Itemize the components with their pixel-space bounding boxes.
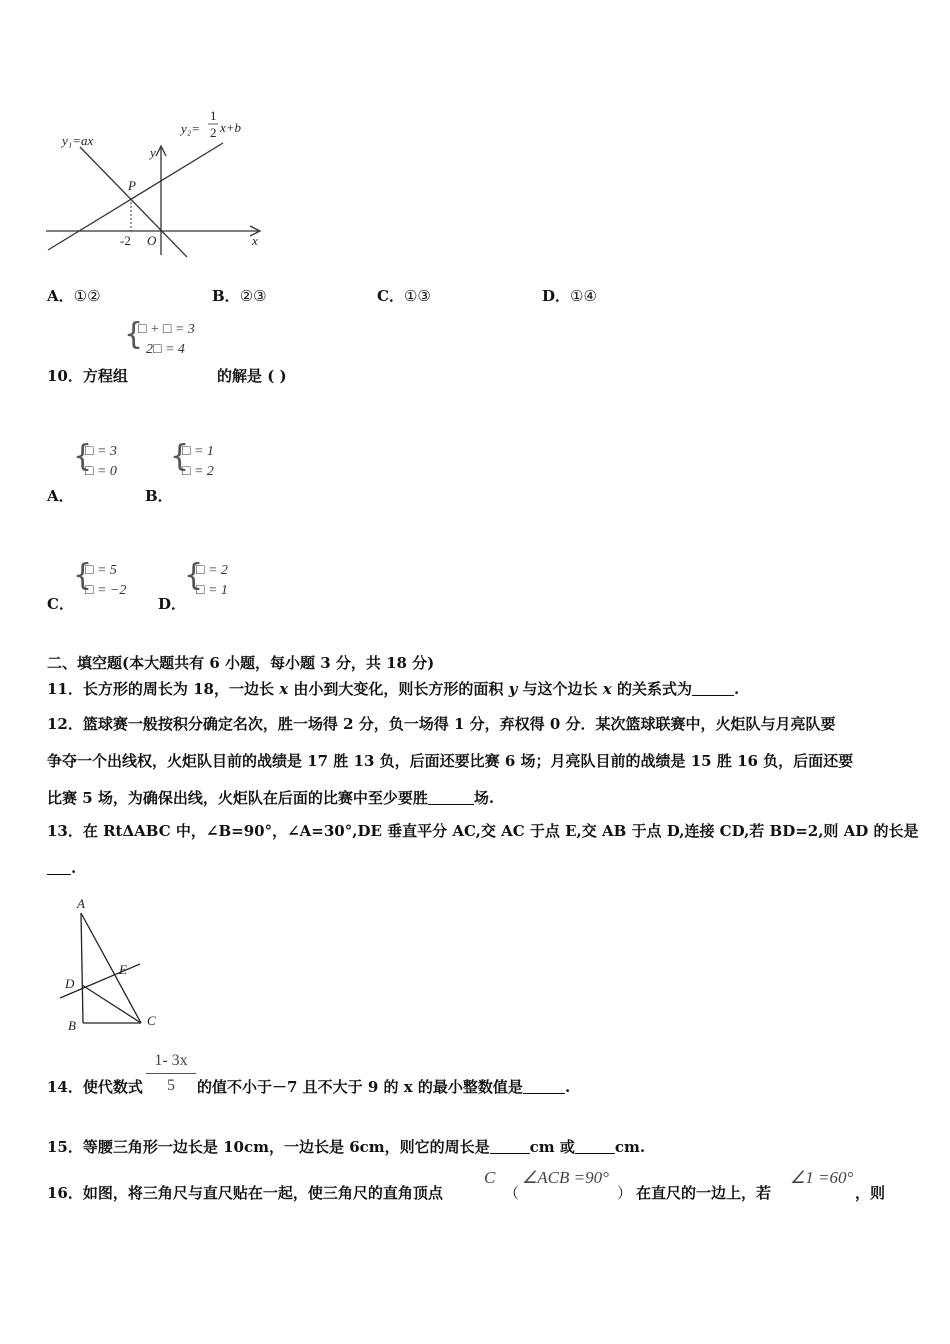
- q11-var-x2: x: [602, 680, 612, 698]
- label-e: E: [119, 962, 127, 977]
- segment-ab: [81, 913, 83, 1023]
- fraction-bar: [146, 1073, 196, 1074]
- brace-icon: {: [184, 558, 204, 593]
- system-line-1: □ = 2: [196, 563, 228, 578]
- system-line-1: □ = 3: [85, 444, 117, 459]
- q13-line-1: 13．在 RtΔABC 中，∠B=90°，∠A=30°,DE 垂直平分 AC,交 AC 于点 E,交 AB 于点 D,连接 CD,若 BD=2,则 AD 的长是: [47, 822, 919, 840]
- label-axis-x: x: [252, 233, 258, 248]
- q16-angle-1: ∠1 =60°: [790, 1168, 854, 1187]
- system-line-2: □ = −2: [85, 583, 127, 598]
- q11-text-c: 与这个边长: [517, 680, 603, 698]
- answer-blank[interactable]: [523, 1079, 565, 1094]
- label-d: D: [65, 976, 75, 991]
- q16-end: ，则: [855, 1184, 886, 1202]
- label-y2-suffix: x+b: [220, 120, 242, 135]
- segment-dc: [82, 985, 141, 1023]
- line-y1: [80, 147, 187, 257]
- option-text: ①④: [570, 287, 597, 305]
- q16-paren-close: ）: [617, 1184, 633, 1202]
- q13-line-2: [47, 858, 76, 878]
- system-line-2: 2□ = 4: [146, 342, 185, 357]
- answer-blank[interactable]: [47, 860, 71, 875]
- q14-end: .: [564, 1078, 571, 1096]
- linear-functions-graph: [40, 105, 280, 265]
- q16-text-a: 16．如图，将三角尺与直尺贴在一起，使三角尺的直角顶点: [47, 1184, 443, 1202]
- label-tick-neg2: -2: [120, 233, 131, 248]
- q10-option-a-letter[interactable]: A．: [47, 487, 74, 505]
- answer-blank[interactable]: [428, 790, 474, 805]
- q12-line-3: [47, 788, 494, 808]
- label-c: C: [147, 1013, 156, 1028]
- label-axis-y: y: [150, 145, 156, 160]
- q10-prefix: 10．方程组: [47, 367, 128, 385]
- label-a: A: [77, 896, 85, 911]
- option-text: ①③: [403, 287, 431, 305]
- label-origin: O: [147, 233, 157, 248]
- fraction-denominator: 5: [167, 1077, 175, 1094]
- label-y2-den: 2: [210, 125, 217, 140]
- q15: [47, 1137, 645, 1157]
- triangle-figure: [55, 895, 175, 1040]
- section-2-heading: 二、填空题(本大题共有 6 小题，每小题 3 分，共 18 分): [47, 654, 435, 672]
- q11-var-y: y: [508, 680, 518, 698]
- option-letter: C．: [377, 287, 404, 305]
- q14-suffix-line: [197, 1077, 570, 1097]
- system-line-2: □ = 1: [196, 583, 228, 598]
- brace-icon: {: [73, 558, 93, 593]
- answer-blank-2[interactable]: [575, 1139, 615, 1154]
- option-letter: B．: [212, 287, 240, 305]
- system-line-1: □ + □ = 3: [138, 322, 195, 337]
- answer-blank-1[interactable]: [490, 1139, 530, 1154]
- q11-text-d: 的关系式为: [611, 680, 692, 698]
- q10-option-b-letter[interactable]: B．: [145, 487, 173, 505]
- q11: [47, 679, 739, 699]
- q15-text-c: cm.: [614, 1138, 646, 1156]
- option-letter: A．: [47, 287, 74, 305]
- q12-line-2: 争夺一个出线权，火炬队目前的战绩是 17 胜 13 负，后面还要比赛 6 场；月亮队目前的战绩是 15 胜 16 负，后面还要: [47, 752, 854, 770]
- brace-icon: {: [73, 439, 93, 474]
- option-letter: D．: [542, 287, 571, 305]
- q11-var-x: x: [279, 680, 289, 698]
- q14-suffix: 的值不小于－7 且不大于 9 的 x 的最小整数值是: [197, 1078, 523, 1096]
- q14-prefix: 14．使代数式: [47, 1078, 143, 1096]
- q10-suffix: 的解是 ( ): [217, 367, 287, 385]
- q14-fraction: [146, 1051, 196, 1096]
- label-point-p: P: [128, 178, 136, 193]
- q15-text-b: cm 或: [529, 1138, 575, 1156]
- q10-option-c-letter[interactable]: C．: [47, 595, 74, 613]
- q11-end: .: [733, 680, 740, 698]
- q16-angle-acb: ∠ACB =90°: [522, 1168, 609, 1187]
- q13-end: .: [71, 859, 77, 877]
- system-line-2: □ = 0: [85, 464, 117, 479]
- line-y2: [48, 143, 223, 250]
- label-y1: y₁=ax: [62, 133, 94, 148]
- q11-text-b: 由小到大变化，则长方形的面积: [288, 680, 509, 698]
- label-y2-num: 1: [210, 108, 217, 123]
- q9-option-b[interactable]: [212, 286, 267, 306]
- q11-text-a: 11．长方形的周长为 18，一边长: [47, 680, 280, 698]
- q16-text-b: 在直尺的一边上，若: [636, 1184, 772, 1202]
- q10-option-d-letter[interactable]: D．: [158, 595, 187, 613]
- brace-icon: {: [124, 317, 144, 352]
- q12-line-3a: 比赛 5 场，为确保出线，火炬队在后面的比赛中至少要胜: [47, 789, 428, 807]
- system-line-2: □ = 2: [182, 464, 214, 479]
- q9-option-d[interactable]: [542, 286, 597, 306]
- option-text: ①②: [73, 287, 101, 305]
- system-line-1: □ = 5: [85, 563, 117, 578]
- q16-paren-open: （: [504, 1184, 520, 1202]
- label-b: B: [68, 1018, 76, 1033]
- fraction-numerator: 1- 3x: [154, 1052, 188, 1069]
- brace-icon: {: [170, 439, 190, 474]
- q9-option-a[interactable]: [47, 286, 101, 306]
- q12-line-1: 12．篮球赛一般按积分确定名次，胜一场得 2 分，负一场得 1 分，弃权得 0 分．某次篮球联赛中，火炬队与月亮队要: [47, 715, 836, 733]
- q12-line-3b: 场.: [473, 789, 495, 807]
- option-text: ②③: [239, 287, 267, 305]
- system-line-1: □ = 1: [182, 444, 214, 459]
- q9-option-c[interactable]: [377, 286, 431, 306]
- answer-blank[interactable]: [692, 681, 734, 696]
- q16-c-label: C: [484, 1168, 496, 1187]
- q15-text-a: 15．等腰三角形一边长是 10cm，一边长是 6cm，则它的周长是: [47, 1138, 490, 1156]
- label-y2-prefix: y₂=: [181, 121, 201, 136]
